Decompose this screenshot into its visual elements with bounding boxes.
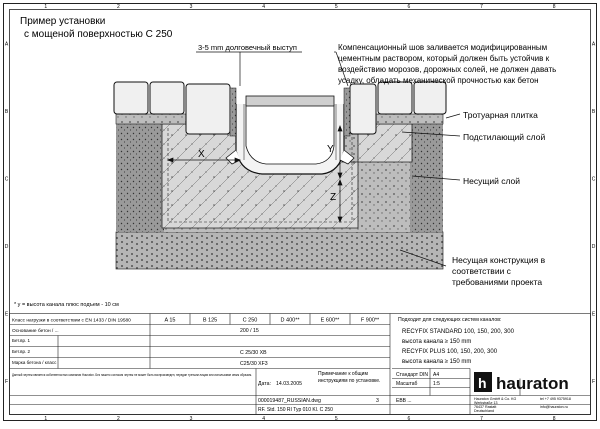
load-class-cell: C 250 — [242, 317, 258, 324]
grid-row-label: C — [4, 176, 9, 183]
subbase-callout-1: Несущая конструкция в — [452, 255, 546, 265]
joint-right — [344, 88, 350, 136]
grid-row-label: B — [4, 108, 9, 115]
base-callout: Несущий слой — [463, 176, 520, 186]
dim-y: Y — [327, 144, 334, 155]
grid-column-label: 2 — [117, 4, 120, 10]
address-2: Werkstraße 13 — [474, 401, 498, 405]
grid-row-label: E — [4, 311, 9, 318]
load-class-label: Класс нагрузки в соответствии с EN 1433 / DIN 19580 — [12, 318, 131, 324]
joint-callout-2: цементным раствором, который должен быть устойчив к — [338, 54, 550, 63]
dim-z: Z — [330, 192, 337, 203]
channel-line-3: RECYFIX PLUS 100, 150, 200, 300 — [402, 349, 498, 355]
gap-callout: 3-5 mm долговечный выступ — [198, 43, 297, 52]
soil-left — [116, 114, 164, 232]
channel-line-2: высота канала ≥ 150 mm — [402, 339, 472, 345]
grid-column-label: 4 — [262, 416, 266, 422]
grid-column-label: 6 — [407, 416, 411, 422]
channel-line-4: высота канала ≥ 150 mm — [402, 359, 472, 365]
date-value: 14.03.2005 — [276, 381, 302, 387]
grid-row-label: B — [591, 108, 596, 115]
scale-value: 1:5 — [433, 381, 440, 387]
grid-column-label: 5 — [334, 4, 338, 10]
load-class-row — [164, 318, 380, 324]
standard-value: A4 — [433, 372, 440, 378]
grid-row-label: F — [4, 378, 9, 385]
unit-value: ЕВВ ... — [396, 398, 412, 404]
installation-note-1: Примечание к общим — [318, 371, 368, 377]
grid-row-label: F — [591, 378, 596, 385]
grid-column-label: 3 — [189, 416, 193, 422]
installation-note-2: инструкциям по установке. — [318, 378, 381, 384]
load-class-cell: E 600** — [320, 317, 340, 324]
grid-column-label: 8 — [552, 4, 556, 10]
grid-column-label: 1 — [44, 4, 48, 10]
table-note-2: Бет.вр. 2 — [12, 349, 31, 354]
channels-heading: Подходит для следующих систем каналов: — [398, 317, 502, 323]
grid-column-label: 4 — [262, 4, 266, 10]
dim-x: X — [198, 149, 205, 160]
load-class-cell: D 400** — [280, 317, 300, 324]
grid-column-label: 6 — [407, 4, 411, 10]
subbase-layer — [116, 232, 443, 269]
footnote: * y = высота канала плюс подъем - 10 см — [14, 302, 119, 308]
table-note-1: Бет.вр. 1 — [12, 338, 31, 343]
channel-line-1: RECYFIX STANDARD 100, 150, 200, 300 — [402, 329, 514, 335]
sheet-number: 3 — [376, 398, 379, 404]
grid-row-label: A — [4, 41, 9, 48]
brand-name: hauraton — [496, 374, 569, 393]
load-class-cell: B 125 — [202, 317, 218, 324]
grid-column-label: 5 — [334, 416, 338, 422]
hauraton-logo — [474, 372, 569, 393]
drawing-number: 000019487_RUSSIAN.dwg — [258, 398, 321, 404]
paving-callout: Тротуарная плитка — [463, 110, 538, 120]
grid-column-label: 7 — [480, 4, 483, 10]
grid-column-label: 1 — [44, 416, 48, 422]
reference: RF. Std. 150 RI Typ 010 Kl. C 250 — [258, 407, 333, 413]
grid-row-label: A — [591, 41, 596, 48]
scale-label: Масштаб — [396, 381, 418, 387]
subbase-callout-2: соответствии с — [452, 266, 511, 276]
grid-row-label: D — [4, 243, 9, 250]
concrete-c250-3: С25/30 ХF3 — [240, 361, 268, 367]
date-label: Дата: — [258, 381, 271, 387]
title-line-1: Пример установки — [20, 16, 106, 27]
subbase-callout-3: требованиями проекта — [452, 277, 543, 287]
grid-row-label: D — [591, 243, 596, 250]
grid-column-label: 7 — [480, 416, 483, 422]
grid-row-label: C — [591, 176, 596, 183]
table-note-3: Марка бетона / класс — [12, 360, 57, 365]
joint-callout-4: усадку, обладать механической прочностью как бетон — [338, 76, 539, 85]
svg-text:h: h — [478, 375, 487, 391]
concrete-row-label: Основание бетон / ... — [12, 329, 59, 334]
grid-column-label: 8 — [552, 416, 556, 422]
address-tel: tel +7 495 9375918 — [540, 397, 571, 401]
address-3: 76437 Rastatt — [474, 405, 497, 409]
grid-column-label: 3 — [189, 4, 193, 10]
joint-callout-3: воздействию морозов, дорожных солей, не должен давать — [338, 65, 557, 74]
load-class-cell: F 900** — [360, 317, 380, 324]
standard-label: Стандарт DIN — [396, 372, 429, 378]
joint-left — [230, 88, 236, 136]
address-4: Deutschland — [474, 409, 494, 413]
drainage-channel — [226, 96, 354, 174]
load-class-cell: A 15 — [164, 317, 176, 324]
joint-callout-1: Компенсационный шов заливается модифицированным — [338, 43, 548, 52]
grid-column-label: 2 — [117, 416, 120, 422]
concrete-c250-2: С 25/30 ХВ — [240, 350, 267, 356]
title-line-2: с мощеной поверхностью С 250 — [24, 29, 173, 40]
soil-right — [410, 114, 443, 232]
legal-note: Данный чертеж является собственностью компании Hauraton. Без нашего согласия чертеж не может быть воспроизведен, передан третьим лицам или использован иным образом. — [12, 373, 252, 377]
address-web: info@hauraton.ru — [540, 405, 568, 409]
concrete-c250-1: 200 / 15 — [240, 328, 259, 334]
bedding-callout: Подстилающий слой — [463, 132, 546, 142]
grid-row-label: E — [591, 311, 596, 318]
address-1: Hauraton GmbH & Co. KG — [474, 397, 517, 401]
